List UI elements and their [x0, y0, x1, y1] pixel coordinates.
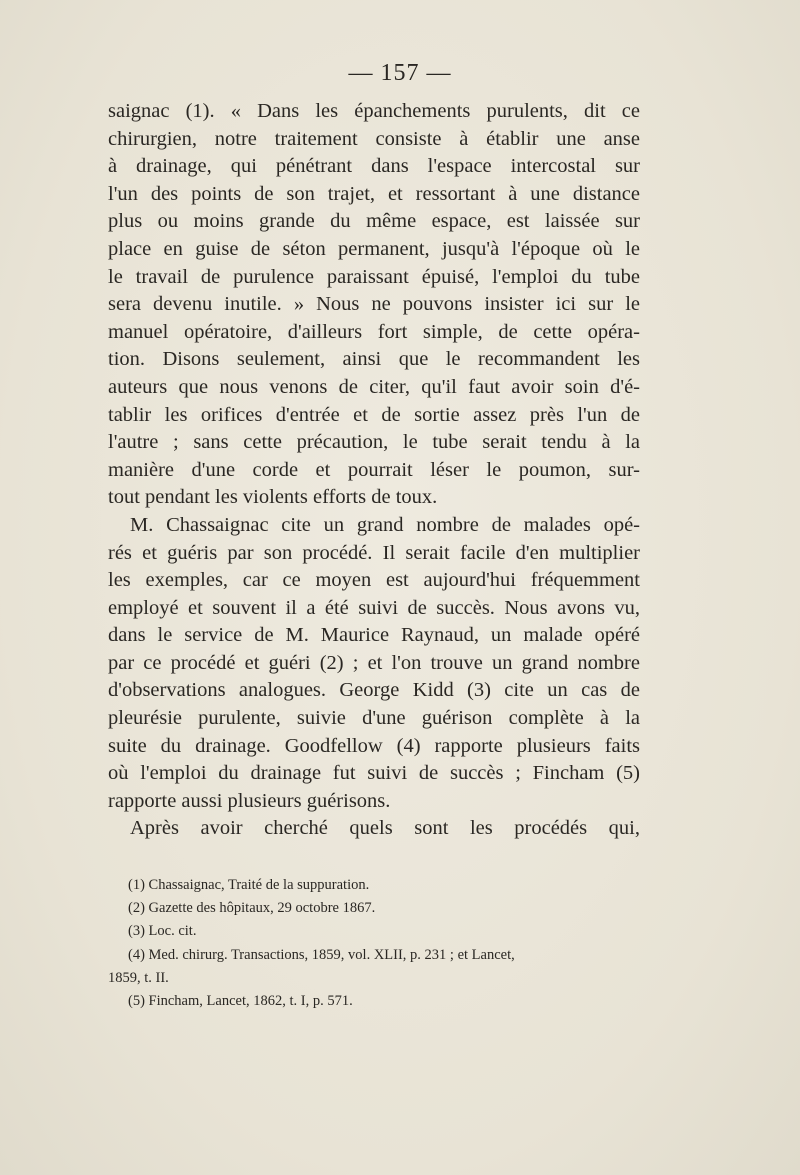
footnote: (3) Loc. cit. [128, 923, 197, 940]
body-line: les exemples, car ce moyen est aujourd'hui fréquemment [108, 569, 640, 592]
body-line: dans le service de M. Maurice Raynaud, un malade opéré [108, 624, 640, 647]
body-line: tablir les orifices d'entrée et de sortie assez près l'un de [108, 403, 640, 426]
body-line: d'observations analogues. George Kidd (3) cite un cas de [108, 679, 640, 702]
body-line: à drainage, qui pénétrant dans l'espace intercostal sur [108, 155, 640, 178]
body-line: plus ou moins grande du même espace, est laissée sur [108, 210, 640, 233]
body-line: pleurésie purulente, suivie d'une guérison complète à la [108, 707, 640, 730]
body-line: auteurs que nous venons de citer, qu'il faut avoir soin d'é- [108, 375, 640, 398]
body-line: l'autre ; sans cette précaution, le tube serait tendu à la [108, 431, 640, 454]
body-line: manière d'une corde et pourrait léser le poumon, sur- [108, 458, 640, 481]
body-line: place en guise de séton permanent, jusqu'à l'époque où le [108, 237, 640, 260]
footnote: (1) Chassaignac, Traité de la suppuration. [128, 877, 370, 893]
body-line: où l'emploi du drainage fut suivi de succès ; Fincham (5) [108, 762, 640, 785]
footnote: (4) Med. chirurg. Transactions, 1859, vol. XLII, p. 231 ; et Lancet, [128, 946, 515, 963]
body-line: saignac (1). « Dans les épanchements purulents, dit ce [108, 100, 640, 122]
footnote-continuation: 1859, t. II. [108, 969, 169, 986]
body-line: tout pendant les violents efforts de toux. [108, 486, 438, 509]
body-line: sera devenu inutile. » Nous ne pouvons insister ici sur le [108, 293, 640, 316]
footnote: (2) Gazette des hôpitaux, 29 octobre 1867. [128, 900, 376, 917]
body-line: tion. Disons seulement, ainsi que le recommandent les [108, 348, 640, 371]
body-text [108, 98, 640, 843]
body-line: le travail de purulence paraissant épuisé, l'emploi du tube [108, 265, 640, 288]
body-line: suite du drainage. Goodfellow (4) rapporte plusieurs faits [108, 734, 640, 757]
body-line: chirurgien, notre traitement consiste à établir une anse [108, 127, 640, 150]
body-line: rapporte aussi plusieurs guérisons. [108, 789, 391, 812]
body-line: l'un des points de son trajet, et ressortant à une distance [108, 182, 640, 205]
footnotes [108, 874, 648, 1013]
body-line: manuel opératoire, d'ailleurs fort simple, de cette opéra- [108, 320, 640, 343]
page-number: — 157 — [348, 60, 452, 86]
body-line: employé et souvent il a été suivi de succès. Nous avons vu, [108, 596, 640, 619]
body-line: Après avoir cherché quels sont les procédés qui, [130, 817, 640, 840]
footnote: (5) Fincham, Lancet, 1862, t. I, p. 571. [128, 993, 353, 1010]
body-line: rés et guéris par son procédé. Il serait facile d'en multiplier [108, 541, 640, 564]
body-line: M. Chassaignac cite un grand nombre de malades opé- [130, 513, 640, 536]
body-line: par ce procédé et guéri (2) ; et l'on trouve un grand nombre [108, 651, 640, 674]
